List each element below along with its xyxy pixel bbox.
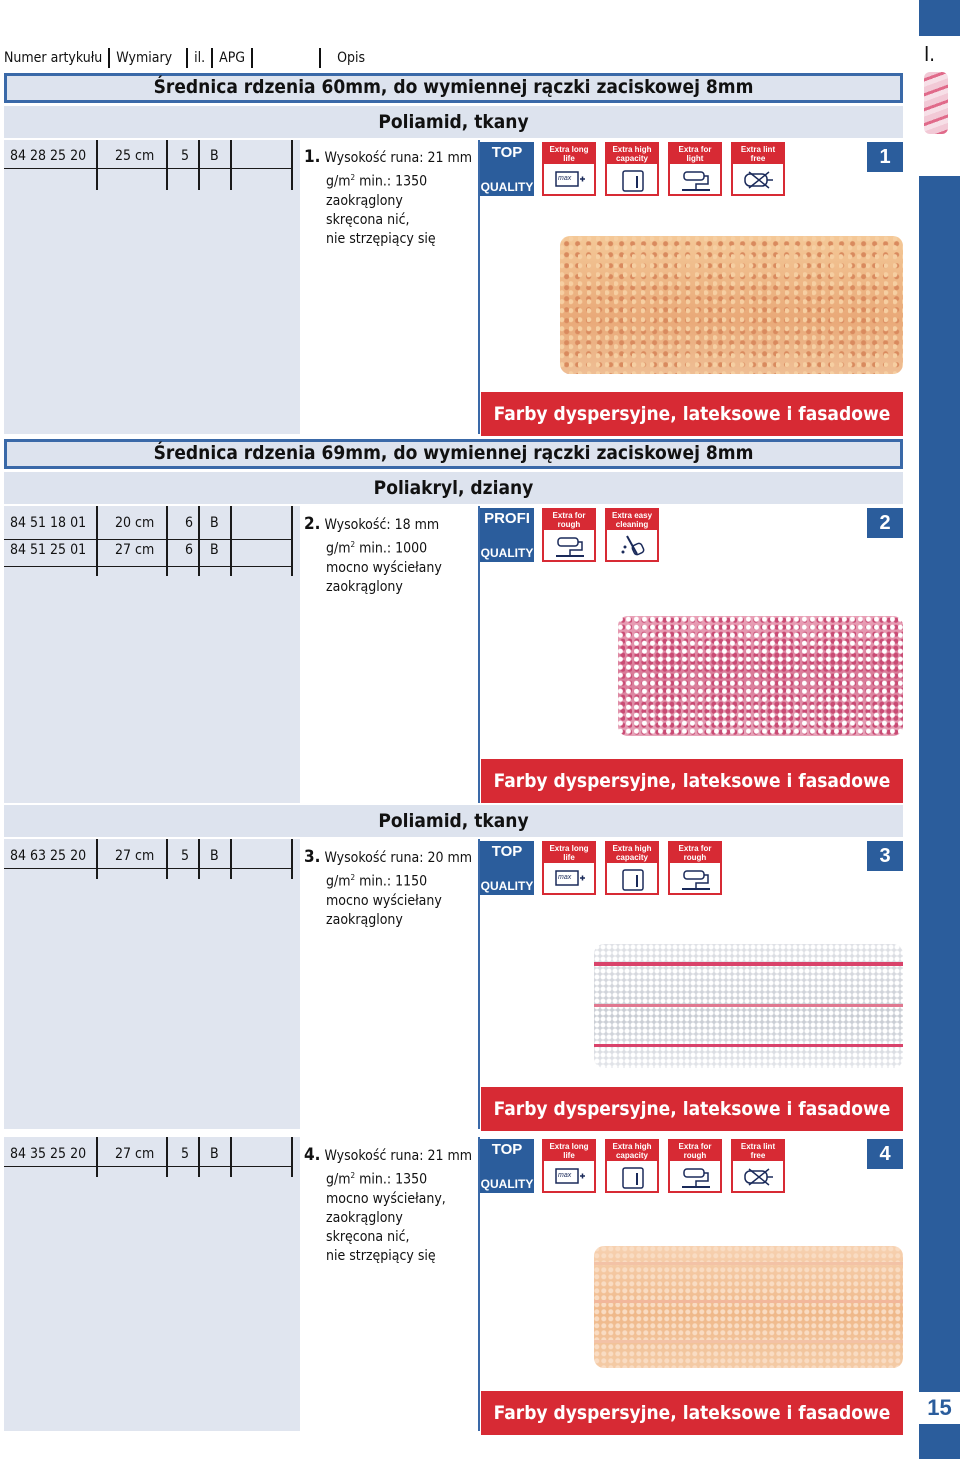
feature-label: Extra long life xyxy=(544,1141,594,1161)
s4-feature-rough-surfaces xyxy=(668,1139,722,1193)
section3-desc xyxy=(304,848,472,930)
feature-label: Extra long life xyxy=(544,144,594,164)
col-size-header: Wymiary xyxy=(116,50,173,66)
feature-label: Extra lint free xyxy=(733,144,783,164)
roller-surface-icon xyxy=(680,1165,712,1189)
s4-desc-line: nie strzępiący się xyxy=(326,1247,436,1264)
s1-row1-size: 25 cm xyxy=(115,148,155,164)
feature-label: Extra high capacity xyxy=(607,1141,657,1161)
s4-row1-il: 5 xyxy=(181,1146,190,1162)
paint-bucket-icon xyxy=(617,168,649,192)
s1-row1-il: 5 xyxy=(181,148,190,164)
svg-text:max: max xyxy=(558,874,572,881)
s2-desc-line: zaokrąglony xyxy=(326,578,403,595)
s3-row1-il: 5 xyxy=(181,848,190,864)
feature-label: Extra for rough surfaces xyxy=(670,843,720,863)
s1-feature-high-capacity xyxy=(605,142,659,196)
max-scale-icon xyxy=(554,1165,586,1189)
s3-row1-size: 27 cm xyxy=(115,848,155,864)
s3-sup: 2 xyxy=(350,873,356,882)
feature-label: Extra long life xyxy=(544,843,594,863)
s4-row1-article: 84 35 25 20 xyxy=(10,1146,87,1162)
s1-index: 1 xyxy=(867,142,903,172)
s3-footer: Farby dyspersyjne, lateksowe i fasadowe xyxy=(481,1087,903,1131)
s4-index: 4 xyxy=(867,1139,903,1169)
s2-row1-il: 6 xyxy=(185,515,194,531)
s1-quality-bottom: QUALITY xyxy=(480,180,534,194)
s4-roller-image xyxy=(594,1246,903,1368)
s1-row1-apg: B xyxy=(210,148,219,164)
side-index-label: I. xyxy=(924,42,936,66)
roller-surface-icon xyxy=(680,867,712,891)
section2-material: Poliakryl, dziany xyxy=(4,472,903,504)
s1-feature-light-structured xyxy=(668,142,722,196)
s4-quality-top: TOP xyxy=(491,1141,523,1158)
svg-text:max: max xyxy=(558,1172,572,1179)
section4-grid xyxy=(4,1137,300,1431)
s4-desc-line: zaokrąglony xyxy=(326,1209,403,1226)
col-article-header: Numer artykułu xyxy=(4,50,103,66)
s2-row2-article: 84 51 25 01 xyxy=(10,542,87,558)
s3-desc-line: zaokrąglony xyxy=(326,911,403,928)
section2-desc xyxy=(304,515,442,597)
s2-quality-top: PROFI xyxy=(484,510,530,527)
s2-index: 2 xyxy=(867,508,903,538)
lint-free-icon xyxy=(743,1165,775,1189)
s4-desc-line: Wysokość runa: 21 mm xyxy=(324,1148,473,1164)
roller-surface-icon xyxy=(680,168,712,192)
s1-gm: g/m xyxy=(326,173,351,190)
section3-material: Poliamid, tkany xyxy=(4,805,903,837)
feature-label: Extra high capacity xyxy=(607,843,657,863)
s1-row1-article: 84 28 25 20 xyxy=(10,148,87,164)
s4-feature-long-life xyxy=(542,1139,596,1193)
section2-title: Średnica rdzenia 69mm, do wymiennej rączki zaciskowej 8mm xyxy=(153,442,754,464)
side-strip-lower xyxy=(919,176,960,1459)
section2-title-band xyxy=(4,439,903,469)
s2-row2-size: 27 cm xyxy=(115,542,155,558)
s3-desc-line: Wysokość runa: 20 mm xyxy=(324,850,473,866)
s1-desc-num: 1. xyxy=(304,147,321,167)
s4-desc-num: 4. xyxy=(304,1145,321,1165)
s1-feature-lint-free xyxy=(731,142,785,196)
section3-grid xyxy=(4,839,300,1129)
s2-roller-image xyxy=(618,616,903,736)
s1-feature-long-life xyxy=(542,142,596,196)
s2-feature-easy-cleaning xyxy=(605,508,659,562)
s2-desc-line: Wysokość: 18 mm xyxy=(324,517,440,533)
feature-label: Extra high capacity xyxy=(607,144,657,164)
s4-desc-line: skręcona nić, xyxy=(326,1228,410,1245)
s1-footer: Farby dyspersyjne, lateksowe i fasadowe xyxy=(481,392,903,436)
section1-title-band xyxy=(4,73,903,103)
s3-quality-top: TOP xyxy=(491,843,523,860)
section1-title: Średnica rdzenia 60mm, do wymiennej rączki zaciskowej 8mm xyxy=(153,76,754,98)
s2-desc-line: mocno wyściełany xyxy=(326,559,442,576)
s3-desc-line: mocno wyściełany xyxy=(326,892,442,909)
s1-roller-image xyxy=(560,236,903,374)
s2-row2-il: 6 xyxy=(185,542,194,558)
col-il-header: il. xyxy=(194,50,206,66)
s1-quality-badge xyxy=(480,142,534,196)
s1-desc-line: skręcona nić, xyxy=(326,211,410,228)
s2-row2-apg: B xyxy=(210,542,219,558)
feature-label: Extra for rough surfaces xyxy=(544,510,594,530)
feature-label: Extra lint free xyxy=(733,1141,783,1161)
s1-desc-line: nie strzępiący się xyxy=(326,230,436,247)
s3-row1-article: 84 63 25 20 xyxy=(10,848,87,864)
s2-desc-num: 2. xyxy=(304,514,321,534)
feature-label: Extra for rough surfaces xyxy=(670,1141,720,1161)
section4-desc xyxy=(304,1146,472,1266)
s4-row1-size: 27 cm xyxy=(115,1146,155,1162)
s4-row1-apg: B xyxy=(210,1146,219,1162)
s4-footer: Farby dyspersyjne, lateksowe i fasadowe xyxy=(481,1391,903,1435)
s2-row1-apg: B xyxy=(210,515,219,531)
s2-footer: Farby dyspersyjne, lateksowe i fasadowe xyxy=(481,759,903,803)
s2-sup: 2 xyxy=(350,540,356,549)
mini-roller-icon xyxy=(924,72,948,134)
s3-feature-rough-surfaces xyxy=(668,841,722,895)
s4-sup: 2 xyxy=(350,1171,356,1180)
s2-row1-size: 20 cm xyxy=(115,515,155,531)
s4-feature-high-capacity xyxy=(605,1139,659,1193)
section1-desc xyxy=(304,148,472,249)
s2-desc-line: min.: 1000 xyxy=(359,540,428,557)
s3-feature-high-capacity xyxy=(605,841,659,895)
s3-index: 3 xyxy=(867,841,903,871)
s4-desc-line: min.: 1350 xyxy=(359,1171,428,1188)
paint-bucket-icon xyxy=(617,867,649,891)
paint-bucket-icon xyxy=(617,1165,649,1189)
s4-quality-bottom: QUALITY xyxy=(480,1177,534,1191)
s3-gm: g/m xyxy=(326,873,351,890)
s1-desc-line: zaokrąglony xyxy=(326,192,403,209)
s2-feature-rough-surfaces xyxy=(542,508,596,562)
s2-quality-badge xyxy=(480,508,534,562)
s4-quality-badge xyxy=(480,1139,534,1193)
max-scale-icon xyxy=(554,867,586,891)
s3-roller-image xyxy=(594,944,903,1068)
section1-material: Poliamid, tkany xyxy=(4,106,903,138)
svg-text:max: max xyxy=(558,175,572,182)
s4-desc-line: mocno wyściełany, xyxy=(326,1190,446,1207)
feature-label: Extra easy cleaning xyxy=(607,510,657,530)
s3-row1-apg: B xyxy=(210,848,219,864)
cleaning-icon xyxy=(617,534,649,558)
s1-desc-line: Wysokość runa: 21 mm xyxy=(324,150,473,166)
s3-feature-long-life xyxy=(542,841,596,895)
s3-quality-badge xyxy=(480,841,534,895)
lint-free-icon xyxy=(743,168,775,192)
max-scale-icon xyxy=(554,168,586,192)
table-header xyxy=(4,45,365,71)
feature-label: Extra for light structured surfaces xyxy=(670,144,720,164)
s2-row1-article: 84 51 18 01 xyxy=(10,515,87,531)
col-apg-header: APG xyxy=(219,50,246,66)
s3-desc-num: 3. xyxy=(304,847,321,867)
page-number: 15 xyxy=(919,1392,960,1424)
s1-quality-top: TOP xyxy=(491,144,523,161)
s1-desc-line: min.: 1350 xyxy=(359,173,428,190)
s4-gm: g/m xyxy=(326,1171,351,1188)
roller-surface-icon xyxy=(554,534,586,558)
s2-quality-bottom: QUALITY xyxy=(480,546,534,560)
section1-grid xyxy=(4,140,300,434)
s1-sup: 2 xyxy=(350,173,356,182)
s4-feature-lint-free xyxy=(731,1139,785,1193)
col-desc-header: Opis xyxy=(337,50,366,66)
s2-gm: g/m xyxy=(326,540,351,557)
s3-quality-bottom: QUALITY xyxy=(480,879,534,893)
s3-desc-line: min.: 1150 xyxy=(359,873,428,890)
